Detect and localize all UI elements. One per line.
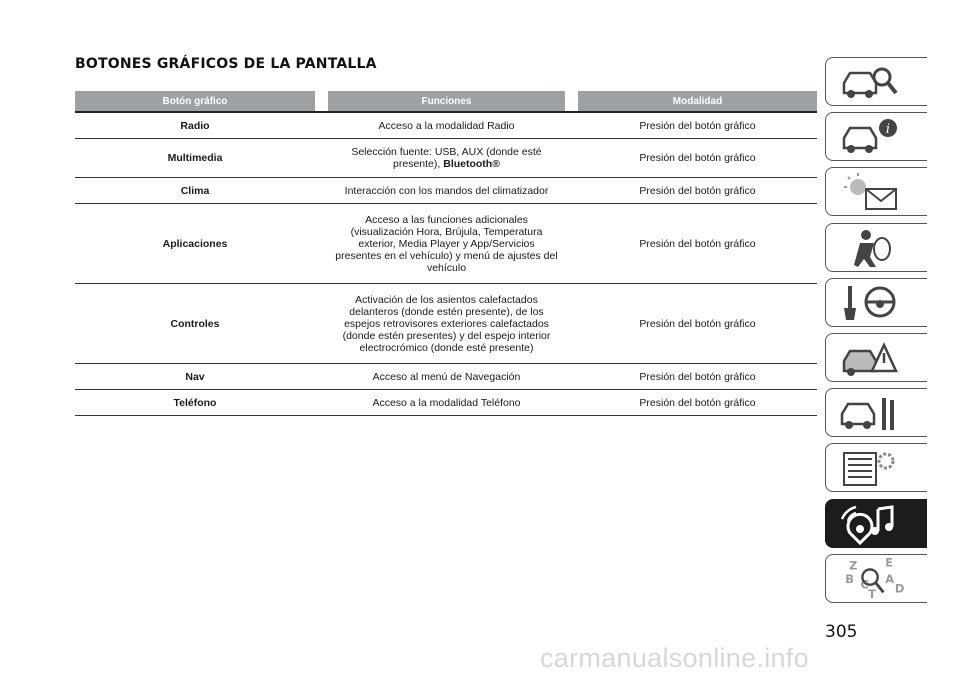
header-mode: Modalidad [578, 91, 817, 113]
button-function: Interacción con los mandos del climatizador [328, 178, 565, 204]
button-function: Acceso al menú de Navegación [328, 364, 565, 390]
header-functions: Funciones [328, 91, 565, 113]
cell-gap [315, 364, 328, 390]
chapter-tab[interactable] [825, 167, 927, 216]
chapter-tab[interactable] [825, 388, 927, 437]
cell-gap [315, 390, 328, 416]
table-row [75, 113, 817, 139]
button-name: Nav [75, 364, 315, 390]
header-gap [565, 91, 578, 113]
index-letter: A [885, 571, 895, 586]
cell-gap [565, 178, 578, 204]
button-mode: Presión del botón gráfico [578, 113, 817, 139]
chapter-tab[interactable] [825, 554, 927, 603]
button-name: Clima [75, 178, 315, 204]
page-number: 305 [825, 622, 858, 642]
cell-gap [565, 390, 578, 416]
cell-gap [565, 139, 578, 178]
button-mode: Presión del botón gráfico [578, 139, 817, 178]
watermark: carmanualsonline.info [540, 643, 809, 673]
index-letter: B [845, 571, 854, 586]
table-row [75, 204, 817, 284]
cell-gap [565, 204, 578, 284]
table-row [75, 364, 817, 390]
button-name: Radio [75, 113, 315, 139]
chapter-tab[interactable] [825, 333, 927, 382]
button-name: Aplicaciones [75, 204, 315, 284]
graphic-buttons-table [75, 91, 817, 416]
button-mode: Presión del botón gráfico [578, 390, 817, 416]
button-name: Teléfono [75, 390, 315, 416]
table-header-row [75, 91, 817, 113]
table-row [75, 390, 817, 416]
cell-gap [315, 113, 328, 139]
chapter-tab[interactable] [825, 443, 927, 492]
button-mode: Presión del botón gráfico [578, 204, 817, 284]
button-mode: Presión del botón gráfico [578, 364, 817, 390]
table-body [75, 113, 817, 416]
header-gap [315, 91, 328, 113]
chapter-tab[interactable] [825, 278, 927, 327]
button-function: Activación de los asientos calefactados delanteros (donde estén presente), de los espejos retrovisores exteriores calefactados (donde estén presentes) y del espejo interior electrocrómico (donde esté presente) [328, 284, 565, 364]
button-name: Controles [75, 284, 315, 364]
cell-gap [565, 284, 578, 364]
cell-gap [315, 178, 328, 204]
table-row [75, 139, 817, 178]
index-letter: C [860, 577, 869, 592]
button-function: Acceso a las funciones adicionales (visualización Hora, Brújula, Temperatura exterior, Media Player y App/Servicios presentes en el vehículo) y menú de ajustes del vehículo [328, 204, 565, 284]
chapter-tab[interactable] [825, 57, 927, 106]
button-mode: Presión del botón gráfico [578, 284, 817, 364]
button-mode: Presión del botón gráfico [578, 178, 817, 204]
header-graphic-button: Botón gráfico [75, 91, 315, 113]
svg-text:i: i [885, 122, 891, 138]
chapter-tab[interactable] [825, 112, 927, 161]
cell-gap [565, 113, 578, 139]
index-letter: Z [849, 558, 858, 573]
cell-gap [315, 284, 328, 364]
index-letter: D [894, 581, 905, 596]
cell-gap [315, 204, 328, 284]
index-letter: T [868, 586, 876, 600]
table-row [75, 284, 817, 364]
cell-gap [565, 364, 578, 390]
cell-gap [315, 139, 328, 178]
button-function: Acceso a la modalidad Teléfono [328, 390, 565, 416]
button-name: Multimedia [75, 139, 315, 178]
index-letter: E [885, 557, 894, 570]
chapter-tab[interactable] [825, 223, 927, 272]
button-function: Acceso a la modalidad Radio [328, 113, 565, 139]
button-function: Selección fuente: USB, AUX (donde esté presente), Bluetooth® [328, 139, 565, 178]
page-title: BOTONES GRÁFICOS DE LA PANTALLA [75, 56, 377, 72]
table-row [75, 178, 817, 204]
chapter-tab[interactable] [825, 499, 927, 548]
chapter-sidebar [825, 57, 929, 610]
